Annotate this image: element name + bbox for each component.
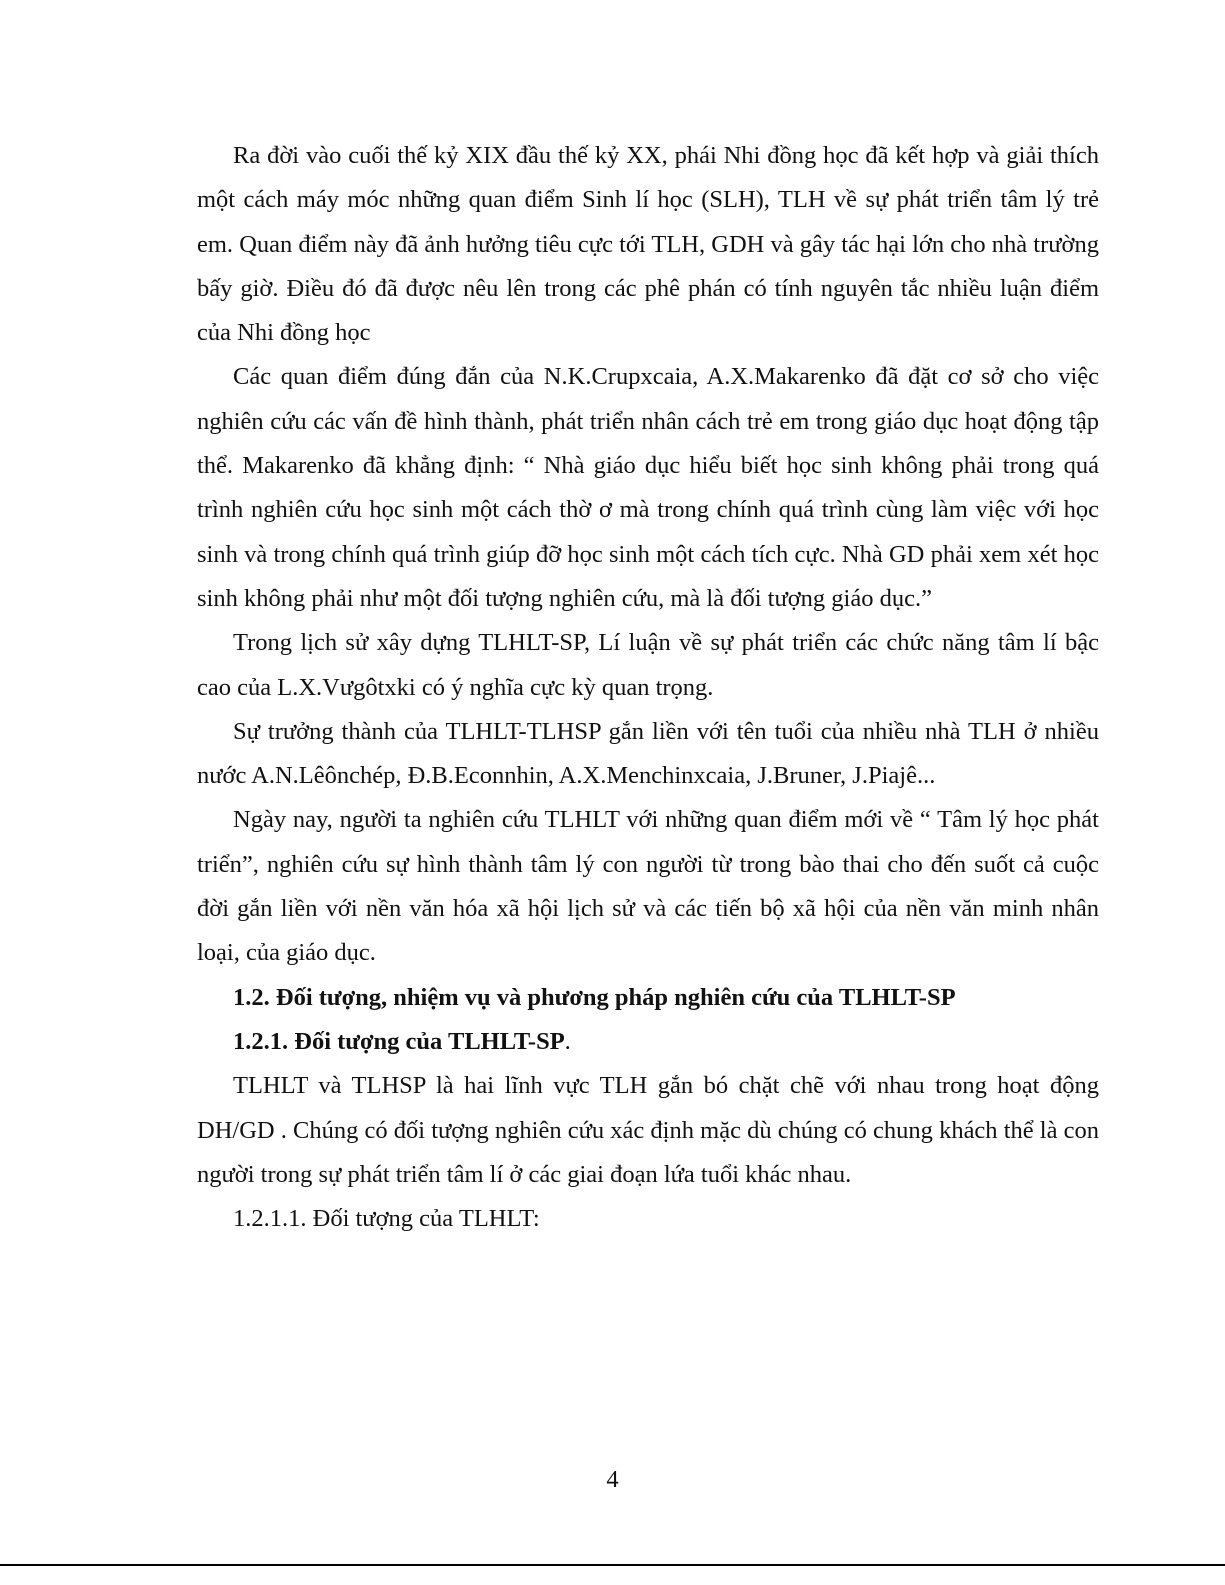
paragraph-makarenko: Các quan điểm đúng đắn của N.K.Crupxcaia, A.X.Makarenko đã đặt cơ sở cho việc nghiên cứu các vấn đề hình thành, phát triển nhân cách trẻ em trong giáo dục hoạt động tập thể. Makarenko đã khẳng định: “ Nhà giáo dục hiểu biết học sinh không phải trong quá trình nghiên cứu học sinh một cách thờ ơ mà trong chính quá trình cùng làm việc với học sinh và trong chính quá trình giúp đỡ học sinh một cách tích cực. Nhà GD phải xem xét học sinh không phải như một đối tượng nghiên cứu, mà là đối tượng giáo dục.” — [197, 363, 1099, 612]
subsection-heading-period: . — [564, 1027, 571, 1055]
subsubsection-heading: 1.2.1.1. Đối tượng của TLHLT: — [233, 1205, 540, 1233]
paragraph-truong-thanh: Sự trưởng thành của TLHLT-TLHSP gắn liền với tên tuổi của nhiều nhà TLH ở nhiều nước A.N.Lêônchép, Đ.B.Econnhin, A.X.Menchinxcaia, J.Bruner, J.Piajê... — [197, 717, 1099, 790]
subsection-heading-text: 1.2.1. Đối tượng của TLHLT-SP — [233, 1027, 565, 1055]
bottom-rule — [0, 1564, 1225, 1566]
paragraph-nhi-dong-hoc: Ra đời vào cuối thế kỷ XIX đầu thế kỷ XX, phái Nhi đồng học đã kết hợp và giải thích một cách máy móc những quan điểm Sinh lí học (SLH), TLH về sự phát triển tâm lý trẻ em. Quan điểm này đã ảnh hưởng tiêu cực tới TLH, GDH và gây tác hại lớn cho nhà trường bấy giờ. Điều đó đã được nêu lên trong các phê phán có tính nguyên tắc nhiều luận điểm của Nhi đồng học — [197, 142, 1099, 347]
subsection-heading — [197, 1020, 1099, 1064]
body-text — [197, 134, 1099, 1241]
paragraph-tlhlt-tlhsp: TLHLT và TLHSP là hai lĩnh vực TLH gắn bó chặt chẽ với nhau trong hoạt động DH/GD . Chúng có đối tượng nghiên cứu xác định mặc dù chúng có chung khách thể là con người trong sự phát triển tâm lí ở các giai đoạn lứa tuổi khác nhau. — [197, 1072, 1099, 1188]
paragraph-vugotxki: Trong lịch sử xây dựng TLHLT-SP, Lí luận về sự phát triển các chức năng tâm lí bậc cao của L.X.Vưgôtxki có ý nghĩa cực kỳ quan trọng. — [197, 629, 1099, 701]
section-heading: 1.2. Đối tượng, nhiệm vụ và phương pháp nghiên cứu của TLHLT-SP — [233, 983, 956, 1011]
page-number: 4 — [606, 1466, 619, 1493]
paragraph-ngay-nay: Ngày nay, người ta nghiên cứu TLHLT với những quan điểm mới về “ Tâm lý học phát triển”, nghiên cứu sự hình thành tâm lý con người từ trong bào thai cho đến suốt cả cuộc đời gắn liền với nền văn hóa xã hội lịch sử và các tiến bộ xã hội của nền văn minh nhân loại, của giáo dục. — [197, 806, 1099, 967]
